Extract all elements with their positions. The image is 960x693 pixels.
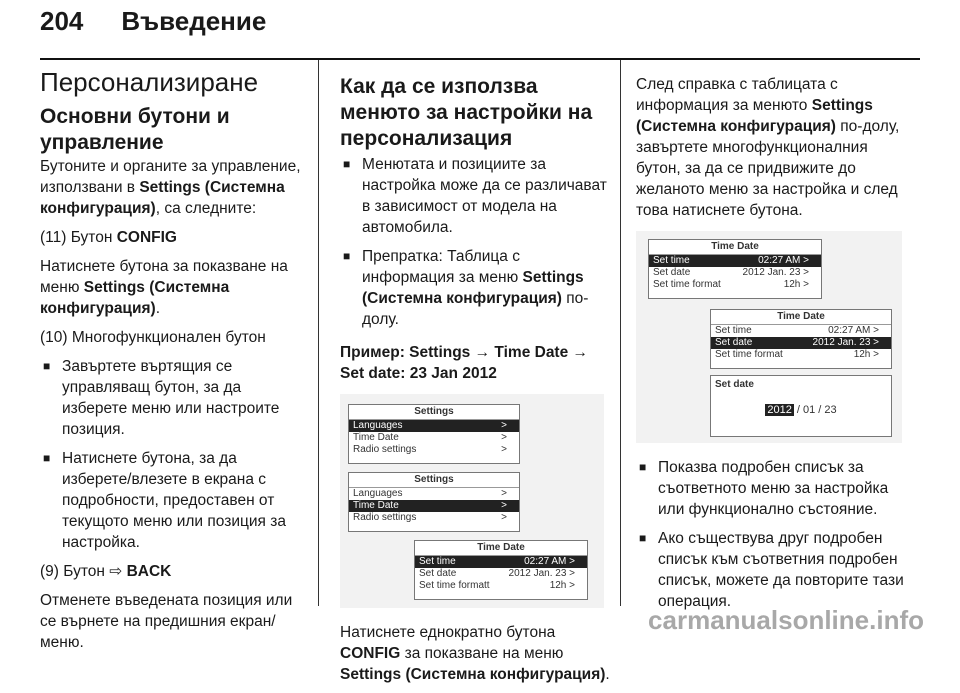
menu-row xyxy=(349,432,519,444)
chevron-right-icon: > xyxy=(873,349,879,360)
value-text: 12h xyxy=(853,349,871,360)
text-bold: Settings (Системна конфигурация) xyxy=(40,279,230,317)
chevron-right-icon: > xyxy=(501,500,507,511)
column-1 xyxy=(40,66,308,661)
value-text: 12h xyxy=(549,580,567,591)
menu-row-selected xyxy=(711,337,891,349)
year-selected: 2012 xyxy=(767,404,792,416)
menu-row xyxy=(649,279,821,291)
section-title: Персонализиране xyxy=(40,67,259,97)
text-bold: Settings (Системна конфигурация) xyxy=(340,666,606,683)
bullet-square-icon: ■ xyxy=(43,359,51,373)
page-header xyxy=(40,6,266,37)
text: по-долу, завъртете многофункционалния бутон, за да се придвижите до желаното меню за настройка и след това натиснете бутона. xyxy=(636,118,900,219)
intro-paragraph xyxy=(40,156,308,219)
value-text: 2012 Jan. 23 xyxy=(812,337,871,348)
section-subtitle: Основни бутони и управление xyxy=(40,105,230,154)
row-value xyxy=(743,267,809,279)
bullet-square-icon: ■ xyxy=(343,157,351,171)
text: Натиснете еднократно бутона xyxy=(340,624,556,641)
text: След справка с таблицата с информация за менюто xyxy=(636,76,838,114)
column-divider xyxy=(620,60,621,606)
text-bold: CONFIG xyxy=(116,229,177,246)
text: Натиснете бутона, за да изберете/влезете в екрана с подробности, предоставен от текущото меню или позиция за настройка. xyxy=(62,450,286,551)
row-label: Set time format xyxy=(715,349,783,360)
value-text: 2012 Jan. 23 xyxy=(742,267,801,278)
menu-row-selected xyxy=(649,255,821,267)
page-number: 204 xyxy=(40,6,84,36)
row-label: Set date xyxy=(419,568,457,579)
row-label: Set time xyxy=(419,556,456,567)
intro-paragraph xyxy=(636,74,906,221)
row-label: Set time xyxy=(653,255,690,266)
chapter-title: Въведение xyxy=(121,6,267,36)
column-divider xyxy=(318,60,319,606)
text: . xyxy=(155,300,161,317)
row-label: Set time formatt xyxy=(419,580,490,591)
item-10: (10) Многофункционален бутон xyxy=(40,329,266,346)
bullet-item xyxy=(40,356,308,440)
row-label: Set date xyxy=(715,337,753,348)
menu-row xyxy=(349,444,519,456)
value-text: 02:27 AM xyxy=(524,556,567,567)
date-value xyxy=(711,404,891,416)
row-label: Radio settings xyxy=(353,444,417,455)
menu-row-selected xyxy=(415,556,587,568)
row-label: Languages xyxy=(353,420,403,431)
screen-title: Settings xyxy=(349,473,519,488)
chevron-right-icon: > xyxy=(569,556,575,567)
menu-row xyxy=(649,267,821,279)
row-label: Set time xyxy=(715,325,752,336)
menu-row xyxy=(711,349,891,361)
column-2 xyxy=(340,74,612,693)
item-11 xyxy=(40,227,308,248)
text: Препратка: Таблица с информация за меню xyxy=(362,248,523,286)
item-11-desc xyxy=(40,256,308,319)
month-day: / 01 / 23 xyxy=(793,404,837,416)
chevron-right-icon: > xyxy=(873,337,879,348)
row-label: Time Date xyxy=(353,500,399,511)
row-value xyxy=(509,568,575,580)
chevron-right-icon: > xyxy=(873,325,879,336)
menu-row xyxy=(349,488,519,500)
menu-row xyxy=(415,580,587,592)
screen-title: Settings xyxy=(349,405,519,420)
menu-row xyxy=(711,325,891,337)
row-label: Set time format xyxy=(653,279,721,290)
bullet-square-icon: ■ xyxy=(639,531,647,545)
text: (9) Бутон xyxy=(40,563,110,580)
screens-figure-2 xyxy=(636,231,902,443)
chevron-right-icon: > xyxy=(501,432,507,443)
row-value xyxy=(758,255,809,267)
item-9-desc: Отменете въведената позиция или се върнете на предишния екран/меню. xyxy=(40,592,293,651)
text: , са следните: xyxy=(155,200,257,217)
screen-title: Set date xyxy=(715,379,754,390)
chevron-right-icon: > xyxy=(803,279,809,290)
row-value xyxy=(524,556,575,568)
screens-figure-1 xyxy=(340,394,604,608)
chevron-right-icon: > xyxy=(569,568,575,579)
value-text: 12h xyxy=(783,279,801,290)
menu-row-selected xyxy=(349,420,519,432)
chevron-right-icon: > xyxy=(803,255,809,266)
bullet-square-icon: ■ xyxy=(343,249,351,263)
timedate-screen-2 xyxy=(710,309,892,369)
row-label: Languages xyxy=(353,488,403,499)
bullet-square-icon: ■ xyxy=(639,460,647,474)
text-bold: CONFIG xyxy=(340,645,401,662)
row-value xyxy=(784,279,809,291)
text: Завъртете въртящия се управляващ бутон, за да изберете меню или настроите позиция. xyxy=(62,358,280,438)
bullet-square-icon: ■ xyxy=(43,451,51,465)
text: по-долу. xyxy=(362,290,589,328)
settings-screen xyxy=(348,404,520,464)
example-line: Пример: Settings → Time Date → Set date: 23 Jan 2012 xyxy=(340,344,589,382)
screen-title: Time Date xyxy=(415,541,587,556)
text: Ако съществува друг подробен списък към съответния подробен списък, можете да повторите тази операция. xyxy=(658,530,904,610)
header-rule xyxy=(40,58,920,60)
text: . xyxy=(605,666,610,683)
menu-row-selected xyxy=(349,500,519,512)
row-value xyxy=(854,349,879,361)
text-bold: Settings (Системна конфигурация) xyxy=(636,97,873,135)
bullet-item xyxy=(636,528,906,612)
after-paragraph xyxy=(340,622,612,685)
row-value xyxy=(813,337,879,349)
timedate-screen xyxy=(648,239,822,299)
settings-screen-2 xyxy=(348,472,520,532)
row-label: Radio settings xyxy=(353,512,417,523)
column-3 xyxy=(636,74,906,620)
value-text: 02:27 AM xyxy=(758,255,801,266)
screen-title: Time Date xyxy=(711,310,891,325)
text: за показване на меню xyxy=(400,645,564,662)
value-text: 2012 Jan. 23 xyxy=(508,568,567,579)
section-heading: Как да се използва менюто за настройки на персонализация xyxy=(340,75,593,150)
text-bold: Settings (Системна конфигурация) xyxy=(40,179,285,217)
text: Бутоните и органите за управление, използвани в xyxy=(40,158,301,196)
row-value xyxy=(550,580,575,592)
setdate-screen xyxy=(710,375,892,437)
text-bold: BACK xyxy=(126,563,172,580)
row-value xyxy=(828,325,879,337)
chevron-right-icon: > xyxy=(501,512,507,523)
text: Показва подробен списък за съответното меню за настройка или функционално състояние. xyxy=(658,459,889,518)
text: (11) Бутон xyxy=(40,229,117,246)
screen-title: Time Date xyxy=(649,240,821,255)
row-label: Set date xyxy=(653,267,691,278)
menu-row xyxy=(415,568,587,580)
text: Менютата и позициите за настройка може да се различават в зависимост от модела на автомобила. xyxy=(362,156,607,236)
bullet-item xyxy=(40,448,308,553)
text: Натиснете бутона за показване на меню xyxy=(40,258,288,296)
bullet-item xyxy=(340,154,612,238)
chevron-right-icon: > xyxy=(501,420,507,431)
text-bold: Settings (Системна конфигурация) xyxy=(362,269,584,307)
item-9 xyxy=(40,561,308,582)
chevron-right-icon: > xyxy=(803,267,809,278)
chevron-right-icon: > xyxy=(501,444,507,455)
menu-row xyxy=(349,512,519,524)
chevron-right-icon: > xyxy=(501,488,507,499)
row-label: Time Date xyxy=(353,432,399,443)
back-arrow-icon: ⇨ xyxy=(109,563,123,580)
chevron-right-icon: > xyxy=(569,580,575,591)
timedate-screen xyxy=(414,540,588,600)
bullet-item xyxy=(636,457,906,520)
watermark-logo: carmanualsonline.info xyxy=(648,605,924,635)
bullet-item xyxy=(340,246,612,330)
value-text: 02:27 AM xyxy=(828,325,871,336)
